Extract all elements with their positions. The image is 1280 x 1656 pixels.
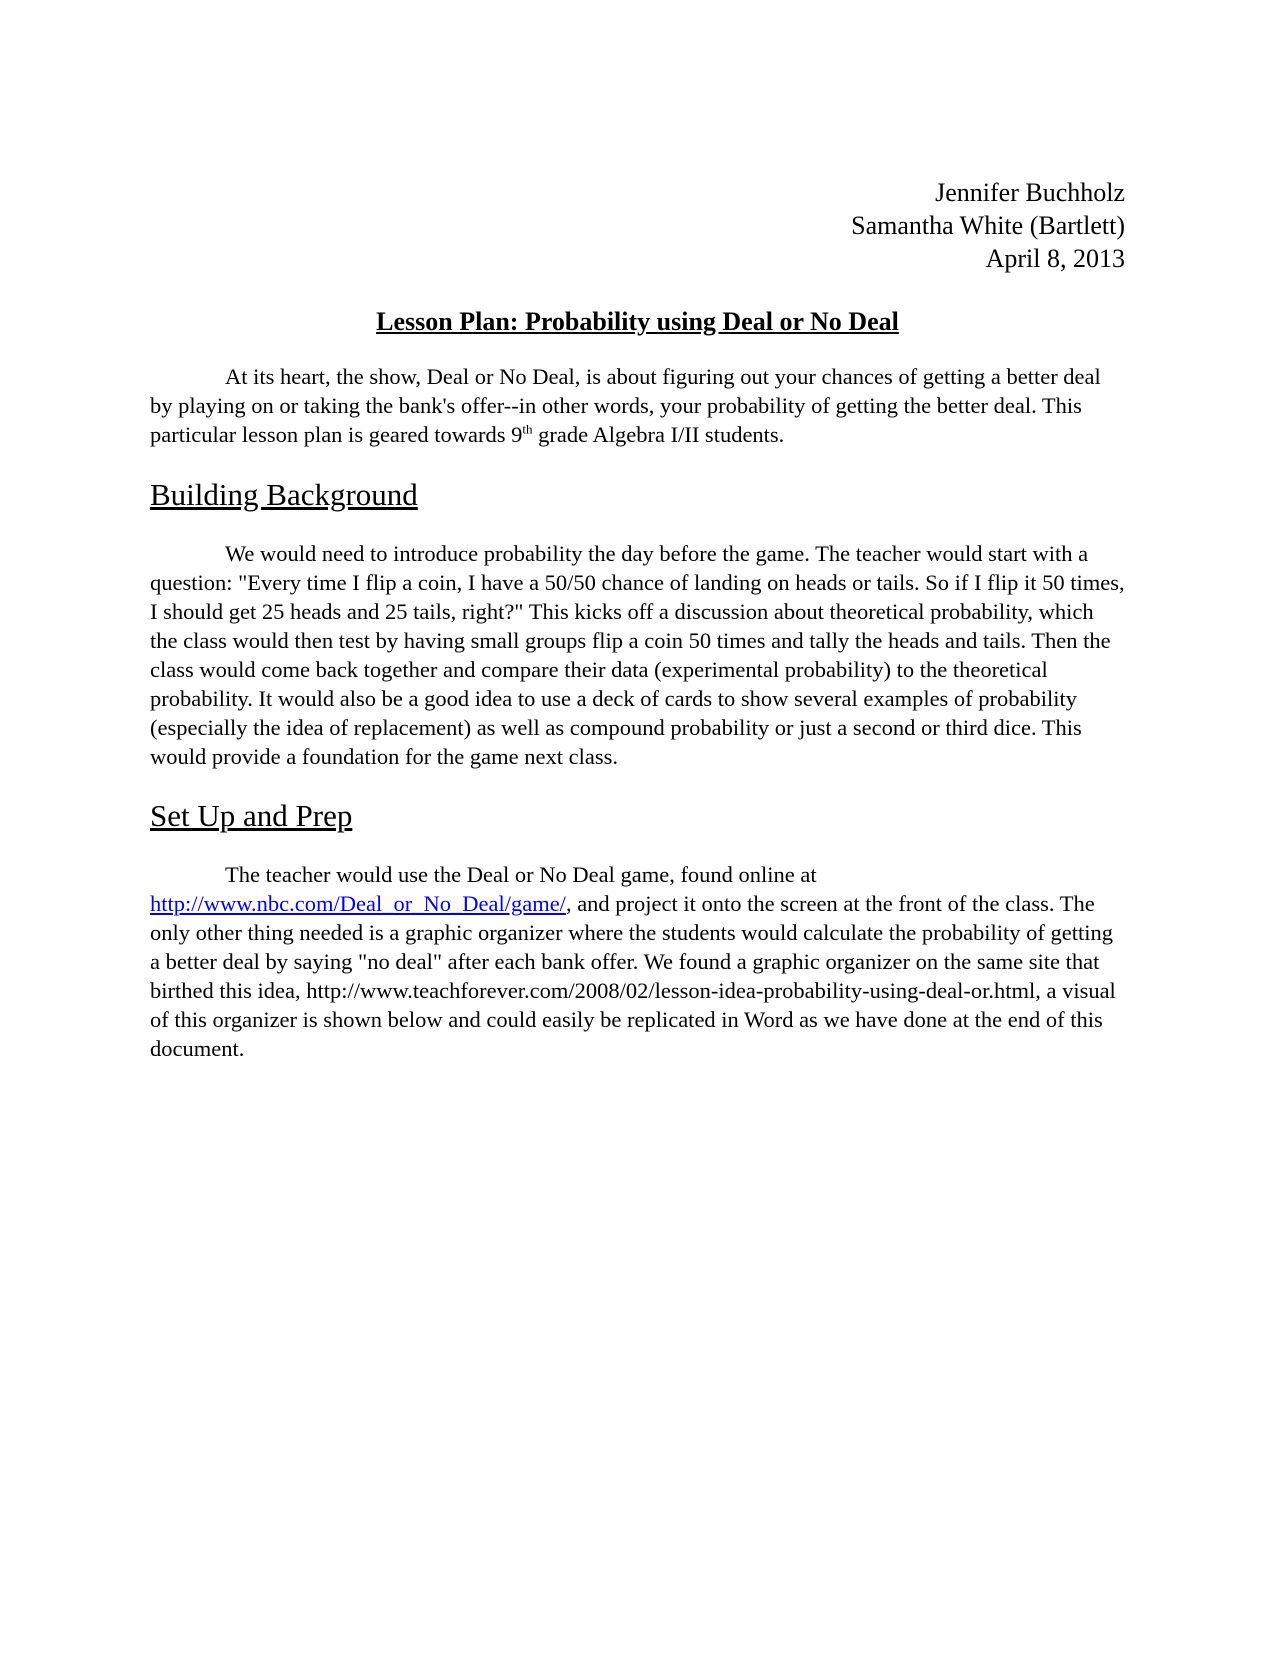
document-body — [150, 176, 1125, 1063]
intro-text-end: grade Algebra I/II students. — [532, 422, 785, 447]
intro-text: At its heart, the show, Deal or No Deal, is about figuring out your chances of getting a better deal by playing on or taking the bank's offer--in other words, your probability of getting the better deal. This particular lesson plan is geared towards 9 — [150, 364, 1101, 447]
intro-paragraph — [150, 362, 1125, 449]
set-up-text-end: , and project it onto the screen at the front of the class. The only other thing needed is a graphic organizer where the students would calculate the probability of getting a better deal by saying "no deal" after each bank offer. We found a graphic organizer on the same site that birthed this idea, http://www.teachforever.com/2008/02/lesson-idea-probability-using-deal-or.html, a visual of this organizer is shown below and could easily be replicated in Word as we have done at the end of this document. — [150, 891, 1116, 1061]
author-name-2: Samantha White (Bartlett) — [851, 211, 1125, 240]
document-date: April 8, 2013 — [985, 244, 1125, 273]
ordinal-superscript: th — [522, 421, 533, 437]
building-background-paragraph: We would need to introduce probability the day before the game. The teacher would start with a question: "Every time I flip a coin, I have a 50/50 chance of landing on heads or tails. So if I flip it 50 times, I should get 25 heads and 25 tails, right?" This kicks off a discussion about theoretical probability, which the class would then test by having small groups flip a coin 50 times and tally the heads and tails. Then the class would come back together and compare their data (experimental probability) to the theoretical probability. It would also be a good idea to use a deck of cards to show several examples of probability (especially the idea of replacement) as well as compound probability or just a second or third dice. This would provide a foundation for the game next class. — [150, 541, 1125, 769]
document-title: Lesson Plan: Probability using Deal or No Deal — [376, 307, 899, 336]
author-block — [150, 176, 1125, 275]
set-up-text-start: The teacher would use the Deal or No Deal game, found online at — [225, 862, 817, 887]
author-name-1: Jennifer Buchholz — [935, 178, 1125, 207]
section-heading-building-background: Building Background — [150, 477, 418, 512]
nbc-game-link[interactable]: http://www.nbc.com/Deal_or_No_Deal/game/ — [150, 891, 566, 916]
set-up-paragraph — [150, 860, 1125, 1063]
section-heading-set-up-and-prep: Set Up and Prep — [150, 798, 353, 833]
